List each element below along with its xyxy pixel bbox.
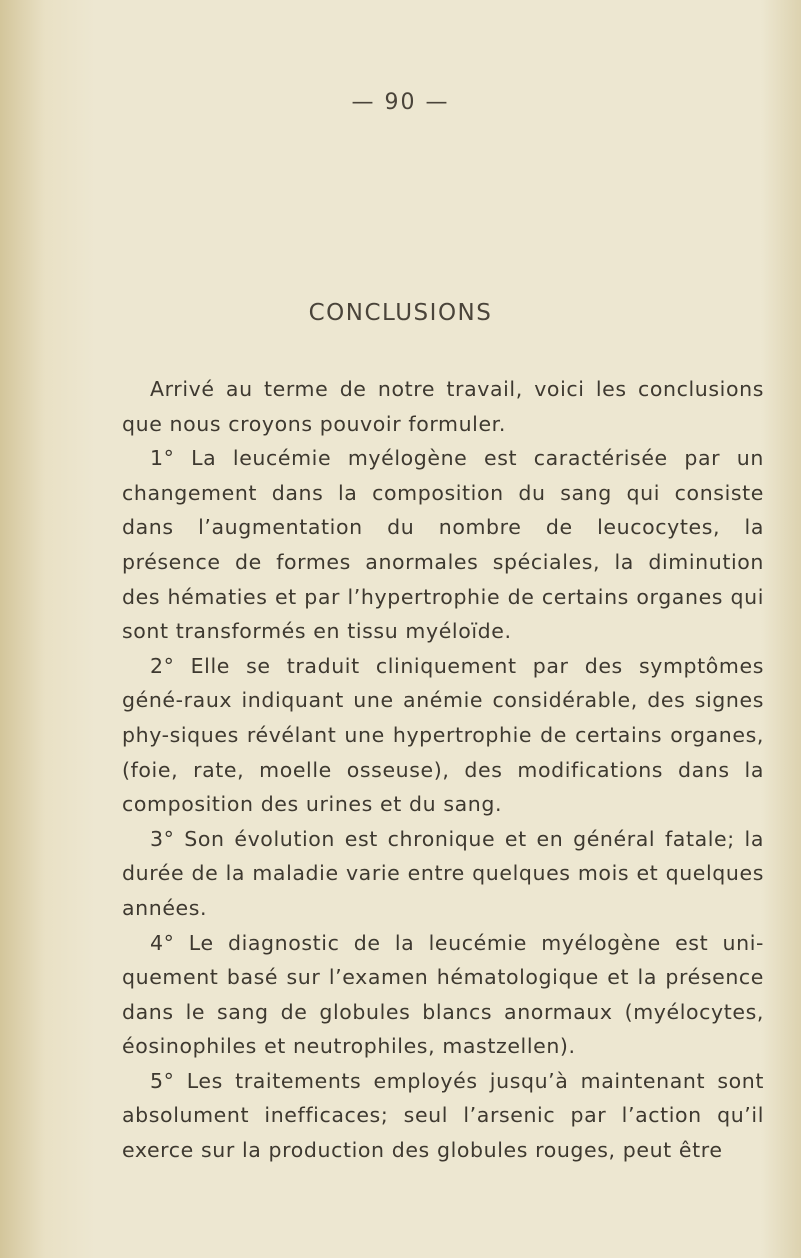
paragraph-conclusion-5: 5° Les traitements employés jusqu’à maintenant sont absolument inefficaces; seul l’arsenic par l’action qu’il exerce sur la production des globules rouges, peut être	[122, 1068, 764, 1163]
paragraph-conclusion-2: 2° Elle se traduit cliniquement par des symptômes géné-raux indiquant une anémie considérable, des signes phy-siques révélant une hypertrophie de certains organes, (foie, rate, moelle osseuse), des modifications dans la composition des urines et du sang.	[122, 653, 764, 817]
page-number: — 90 —	[351, 90, 450, 115]
page-title: CONCLUSIONS	[308, 300, 493, 326]
body-text	[122, 372, 764, 1168]
paragraph-conclusion-3: 3° Son évolution est chronique et en général fatale; la durée de la maladie varie entre quelques mois et quelques années.	[122, 826, 764, 920]
paragraph-conclusion-1: 1° La leucémie myélogène est caractérisée par un changement dans la composition du sang qui consiste dans l’augmentation du nombre de leucocytes, la présence de formes anormales spéciales, la diminution des hématies et par l’hypertrophie de certains organes qui sont transformés en tissu myéloïde.	[122, 446, 764, 644]
paragraph-conclusion-4: 4° Le diagnostic de la leucémie myélogène est uni-quement basé sur l’examen hématologique et la présence dans le sang de globules blancs anormaux (myélocytes, éosinophiles et neutrophiles, mastzellen).	[122, 930, 764, 1059]
paragraph-intro: Arrivé au terme de notre travail, voici les conclusions que nous croyons pouvoir formuler.	[122, 377, 764, 436]
